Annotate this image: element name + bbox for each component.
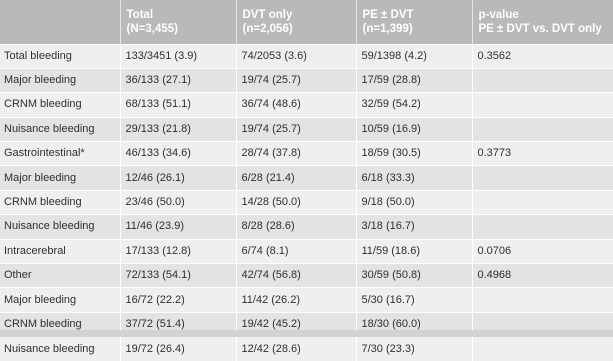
p-value-cell — [472, 288, 613, 312]
pe-dvt-cell: 30/59 (50.8) — [356, 264, 472, 288]
total-cell: 19/72 (26.4) — [120, 337, 236, 361]
header-cell-p-value — [472, 0, 613, 44]
p-value-cell — [472, 117, 613, 141]
dvt-only-cell: 11/42 (26.2) — [236, 288, 356, 312]
dvt-only-cell: 36/74 (48.6) — [236, 93, 356, 117]
row-label-cell: Other — [0, 264, 120, 288]
row-label-cell: CRNM bleeding — [0, 190, 120, 214]
p-value-cell: 0.3773 — [472, 142, 613, 166]
dvt-only-cell: 19/42 (45.2) — [236, 312, 356, 336]
total-cell: 46/133 (34.6) — [120, 142, 236, 166]
pe-dvt-cell: 17/59 (28.8) — [356, 68, 472, 92]
p-value-cell — [472, 68, 613, 92]
table-row — [0, 215, 613, 239]
dvt-only-cell: 19/74 (25.7) — [236, 117, 356, 141]
pe-dvt-cell: 11/59 (18.6) — [356, 239, 472, 263]
row-label-cell: Major bleeding — [0, 68, 120, 92]
dvt-only-cell: 14/28 (50.0) — [236, 190, 356, 214]
pe-dvt-cell: 10/59 (16.9) — [356, 117, 472, 141]
header-line1: Total — [126, 8, 154, 21]
total-cell: 72/133 (54.1) — [120, 264, 236, 288]
table-bottom-band — [0, 330, 613, 337]
total-cell: 29/133 (21.8) — [120, 117, 236, 141]
table-row — [0, 166, 613, 190]
table-header-row — [0, 0, 613, 44]
dvt-only-cell: 74/2053 (3.6) — [236, 44, 356, 68]
header-line1: DVT only — [242, 8, 293, 21]
total-cell: 23/46 (50.0) — [120, 190, 236, 214]
total-cell: 68/133 (51.1) — [120, 93, 236, 117]
table-row — [0, 142, 613, 166]
row-label-cell: Nuisance bleeding — [0, 215, 120, 239]
pe-dvt-cell: 18/59 (30.5) — [356, 142, 472, 166]
row-label-cell: Major bleeding — [0, 166, 120, 190]
header-line2: (n=1,399) — [362, 22, 413, 35]
header-cell-pe-dvt — [356, 0, 472, 44]
total-cell: 36/133 (27.1) — [120, 68, 236, 92]
row-label-cell: CRNM bleeding — [0, 93, 120, 117]
table-row — [0, 190, 613, 214]
header-line1: p-value — [478, 8, 519, 21]
dvt-only-cell: 12/42 (28.6) — [236, 337, 356, 361]
header-line2: PE ± DVT vs. DVT only — [478, 22, 602, 35]
table-row — [0, 68, 613, 92]
p-value-cell — [472, 166, 613, 190]
table-row — [0, 264, 613, 288]
total-cell: 11/46 (23.9) — [120, 215, 236, 239]
row-label-cell: Total bleeding — [0, 44, 120, 68]
row-label-cell: CRNM bleeding — [0, 312, 120, 336]
pe-dvt-cell: 5/30 (16.7) — [356, 288, 472, 312]
table-row — [0, 93, 613, 117]
p-value-cell — [472, 215, 613, 239]
p-value-cell: 0.0706 — [472, 239, 613, 263]
row-label-cell: Gastrointestinal* — [0, 142, 120, 166]
dvt-only-cell: 6/74 (8.1) — [236, 239, 356, 263]
header-line1: PE ± DVT — [362, 8, 414, 21]
total-cell: 133/3451 (3.9) — [120, 44, 236, 68]
dvt-only-cell: 8/28 (28.6) — [236, 215, 356, 239]
pe-dvt-cell: 7/30 (23.3) — [356, 337, 472, 361]
p-value-cell — [472, 337, 613, 361]
table-row — [0, 117, 613, 141]
table-row — [0, 239, 613, 263]
pe-dvt-cell: 3/18 (16.7) — [356, 215, 472, 239]
dvt-only-cell: 19/74 (25.7) — [236, 68, 356, 92]
pe-dvt-cell: 9/18 (50.0) — [356, 190, 472, 214]
table-row — [0, 44, 613, 68]
total-cell: 17/133 (12.8) — [120, 239, 236, 263]
header-line2: (N=3,455) — [126, 22, 178, 35]
p-value-cell: 0.3562 — [472, 44, 613, 68]
p-value-cell: 0.4968 — [472, 264, 613, 288]
row-label-cell: Major bleeding — [0, 288, 120, 312]
pe-dvt-cell: 32/59 (54.2) — [356, 93, 472, 117]
dvt-only-cell: 28/74 (37.8) — [236, 142, 356, 166]
row-label-cell: Intracerebral — [0, 239, 120, 263]
pe-dvt-cell: 18/30 (60.0) — [356, 312, 472, 336]
total-cell: 12/46 (26.1) — [120, 166, 236, 190]
pe-dvt-cell: 59/1398 (4.2) — [356, 44, 472, 68]
dvt-only-cell: 42/74 (56.8) — [236, 264, 356, 288]
header-cell-label — [0, 0, 120, 44]
table-row — [0, 288, 613, 312]
p-value-cell — [472, 190, 613, 214]
dvt-only-cell: 6/28 (21.4) — [236, 166, 356, 190]
header-cell-total — [120, 0, 236, 44]
header-cell-dvt-only — [236, 0, 356, 44]
total-cell: 37/72 (51.4) — [120, 312, 236, 336]
row-label-cell: Nuisance bleeding — [0, 117, 120, 141]
header-line2: (n=2,056) — [242, 22, 293, 35]
pe-dvt-cell: 6/18 (33.3) — [356, 166, 472, 190]
total-cell: 16/72 (22.2) — [120, 288, 236, 312]
p-value-cell — [472, 93, 613, 117]
row-label-cell: Nuisance bleeding — [0, 337, 120, 361]
table-row — [0, 337, 613, 361]
